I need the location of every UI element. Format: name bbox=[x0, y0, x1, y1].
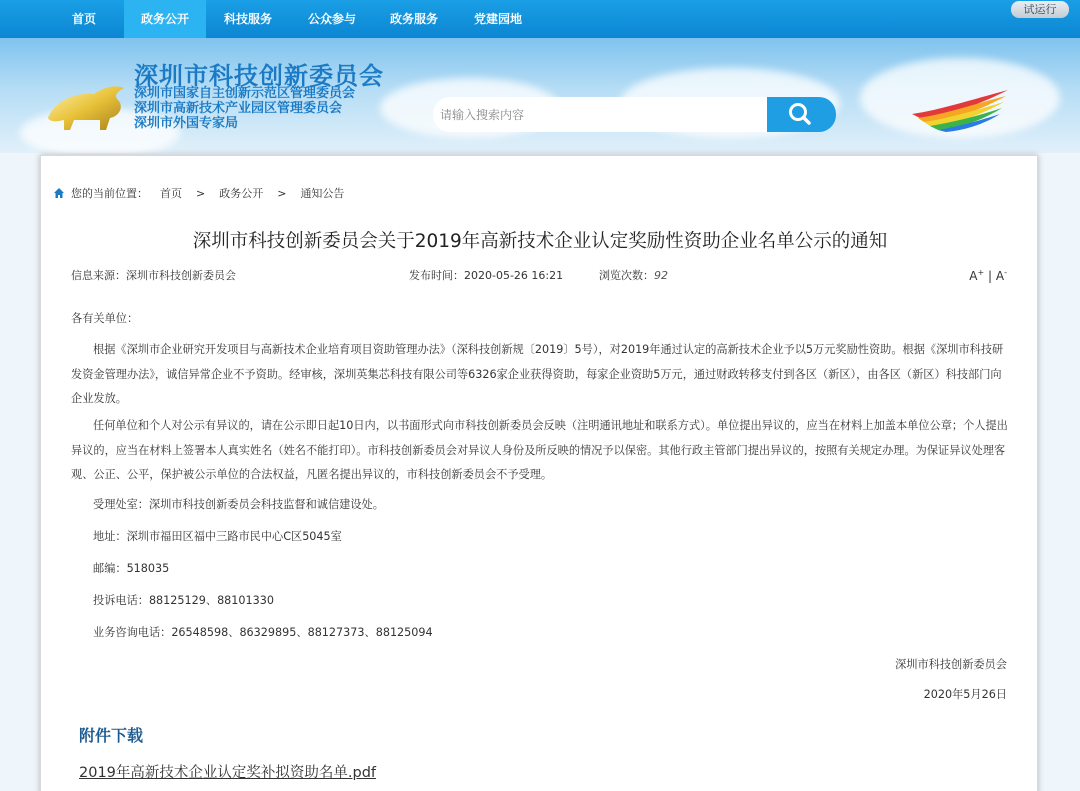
contact-office: 受理处室：深圳市科技创新委员会科技监督和诚信建设处。 bbox=[93, 498, 384, 511]
breadcrumb-separator: > bbox=[277, 186, 287, 200]
article-views bbox=[599, 267, 668, 283]
contact-complaint-phone: 投诉电话：88125129、88101330 bbox=[93, 594, 275, 607]
salutation: 各有关单位： bbox=[71, 312, 139, 325]
contact-inquiry-phone: 业务咨询电话：26548598、86329895、88127373、88125094 bbox=[93, 626, 433, 639]
nav-item-public-participation[interactable]: 公众参与 bbox=[307, 12, 356, 26]
article-paragraph: 根据《深圳市企业研究开发项目与高新技术企业培育项目资助管理办法》（深科技创新规〔2019〕5号），对2019年通过认定的高新技术企业予以5万元奖励性资助。根据《深圳市科技研发资金管理办法》，诚信异常企业不予资助。经审核，深圳英集芯科技有限公司等6326家企业获得资助，每家企业资助5万元，通过财政转移支付到各区（新区），由各区（新区）科技部门向企业发放。 bbox=[71, 343, 1004, 405]
article-title: 深圳市科技创新委员会关于2019年高新技术企业认定奖励性资助企业名单公示的通知 bbox=[192, 231, 888, 252]
font-increase-button[interactable]: A+ bbox=[969, 268, 985, 283]
subtitle-foreign-experts: 深圳市外国专家局 bbox=[134, 116, 239, 131]
views-label: 浏览次数： bbox=[599, 269, 654, 282]
font-decrease-button[interactable]: A- bbox=[995, 268, 1007, 283]
subtitle-hightech-park: 深圳市高新技术产业园区管理委员会 bbox=[134, 101, 343, 116]
article-date: 2020年5月26日 bbox=[923, 688, 1007, 701]
font-size-separator: | bbox=[988, 269, 993, 283]
header-banner bbox=[0, 38, 1080, 153]
nav-item-party-building[interactable]: 党建园地 bbox=[473, 12, 522, 26]
nav-item-home[interactable]: 首页 bbox=[71, 12, 96, 26]
attachments-title: 附件下载 bbox=[79, 726, 144, 745]
article-signature: 深圳市科技创新委员会 bbox=[895, 658, 1007, 671]
nav-item-gov-affairs[interactable]: 政务公开 bbox=[124, 0, 206, 38]
contact-address: 地址：深圳市福田区福中三路市民中心C区5045室 bbox=[93, 530, 342, 543]
search-input[interactable] bbox=[433, 97, 767, 132]
breadcrumb-gov-affairs[interactable]: 政务公开 bbox=[219, 187, 264, 200]
home-icon bbox=[53, 187, 65, 199]
content-panel bbox=[40, 155, 1038, 791]
nav-item-tech-services[interactable]: 科技服务 bbox=[223, 12, 272, 26]
article-source: 信息来源：深圳市科技创新委员会 bbox=[71, 269, 236, 282]
breadcrumb-home[interactable]: 首页 bbox=[160, 187, 182, 200]
breadcrumb-label: 您的当前位置： bbox=[71, 187, 148, 200]
site-title: 深圳市科技创新委员会 bbox=[134, 61, 384, 90]
breadcrumb-notices[interactable]: 通知公告 bbox=[300, 187, 345, 200]
trial-run-button[interactable]: 试运行 bbox=[1011, 1, 1069, 18]
font-size-controls bbox=[969, 268, 1007, 283]
golden-bull-logo bbox=[44, 78, 130, 134]
breadcrumb-separator: > bbox=[196, 186, 206, 200]
subtitle-innovation-zone: 深圳市国家自主创新示范区管理委员会 bbox=[134, 86, 356, 101]
nav-item-gov-services[interactable]: 政务服务 bbox=[389, 12, 438, 26]
attachment-link[interactable]: 2019年高新技术企业认定奖补拟资助名单.pdf bbox=[79, 765, 377, 781]
views-count: 92 bbox=[654, 269, 668, 282]
search-button[interactable] bbox=[767, 97, 836, 132]
rainbow-bird-logo bbox=[910, 88, 1010, 132]
top-navigation bbox=[0, 0, 1080, 38]
article-paragraph: 任何单位和个人对公示有异议的，请在公示即日起10日内，以书面形式向市科技创新委员会反映（注明通讯地址和联系方式）。单位提出异议的，应当在材料上加盖本单位公章；个人提出异议的，应当在材料上签署本人真实姓名（姓名不能打印）。市科技创新委员会对异议人身份及所反映的情况予以保密。其他行政主管部门提出异议的，按照有关规定办理。为保证异议处理客观、公正、公平，保护被公示单位的合法权益，凡匿名提出异议的，市科技创新委员会不予受理。 bbox=[71, 419, 1008, 481]
breadcrumb bbox=[53, 185, 346, 201]
search-icon bbox=[767, 97, 836, 132]
article-publish-time: 发布时间：2020-05-26 16:21 bbox=[409, 269, 564, 282]
contact-postcode: 邮编：518035 bbox=[93, 562, 170, 575]
